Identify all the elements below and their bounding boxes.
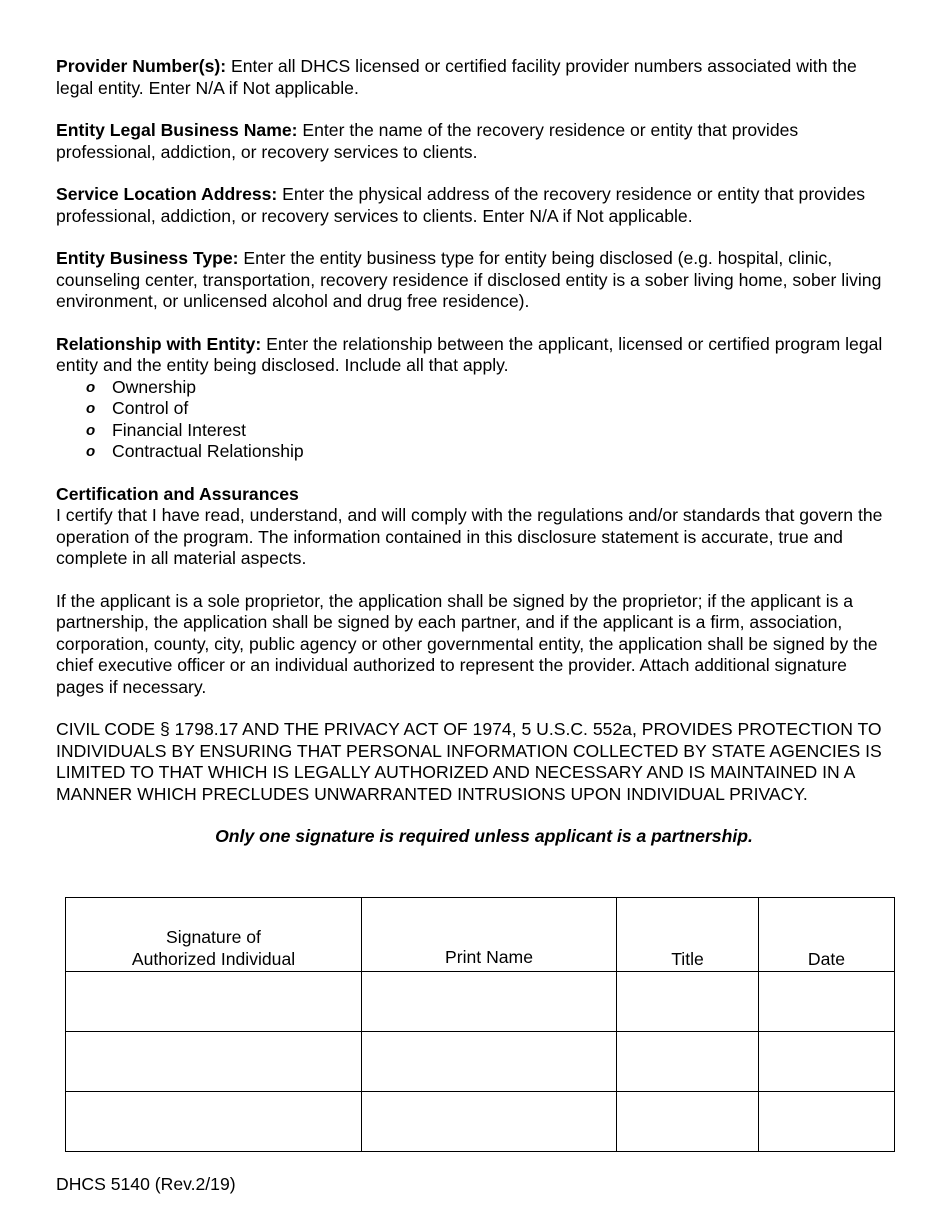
provider-numbers-label: Provider Number(s): [56,56,227,76]
title-cell[interactable] [617,972,759,1032]
signature-cell[interactable] [66,972,362,1032]
relationship-options-list [56,377,898,463]
list-item [86,398,898,420]
signature-table [65,897,895,1152]
list-item [86,377,898,399]
title-cell[interactable] [617,1092,759,1152]
certification-heading: Certification and Assurances [56,483,299,504]
signature-cell[interactable] [66,1032,362,1092]
entity-business-type-text: Enter the entity business type for entity being disclosed (e.g. hospital, clinic, counseling center, transportation, recovery residence if disclosed entity is a sober living home, sober living environment, or unlicensed alcohol and drug free residence). [56,248,882,311]
column-header-print-name: Print Name [362,898,617,972]
form-number-footer: DHCS 5140 (Rev.2/19) [56,1174,236,1194]
provider-numbers-text: Enter all DHCS licensed or certified facility provider numbers associated with the legal entity. Enter N/A if Not applicable. [56,56,857,98]
date-cell[interactable] [759,1092,895,1152]
relationship-with-entity-instruction [56,334,898,377]
relationship-with-entity-label: Relationship with Entity: [56,333,262,354]
entity-legal-business-name-text: Enter the name of the recovery residence or entity that provides professional, addiction, or recovery services to clients. [56,120,799,162]
column-header-date: Date [759,898,895,972]
print-name-cell[interactable] [362,1092,617,1152]
service-location-address-instruction [56,184,898,227]
list-item [86,441,898,463]
privacy-notice: CIVIL CODE § 1798.17 AND THE PRIVACY ACT OF 1974, 5 U.S.C. 552a, PROVIDES PROTECTION TO INDIVIDUALS BY ENSURING THAT PERSONAL INFORMATION COLLECTED BY STATE AGENCIES IS LIMITED TO THAT WHICH IS LEGALLY AUTHORIZED AND NECESSARY AND IS MAINTAINED IN A MANNER WHICH PRECLUDES UNWARRANTED INTRUSIONS UPON INDIVIDUAL PRIVACY. [56,719,882,804]
service-location-address-text: Enter the physical address of the recovery residence or entity that provides professional, addiction, or recovery services to clients. Enter N/A if Not applicable. [56,184,866,226]
relationship-with-entity-text: Enter the relationship between the applicant, licensed or certified program legal entity and the entity being disclosed. Include all that apply. [56,333,883,375]
signature-cell[interactable] [66,1092,362,1152]
signature-note: Only one signature is required unless applicant is a partnership. [215,826,753,846]
print-name-cell[interactable] [362,1032,617,1092]
entity-business-type-label: Entity Business Type: [56,248,239,268]
circle-bullet-icon: o [86,400,96,417]
certification-statement: I certify that I have read, understand, and will comply with the regulations and/or standards that govern the operation of the program. The information contained in this disclosure statement is accurate, true and complete in all material aspects. [56,505,883,568]
entity-legal-business-name-label: Entity Legal Business Name: [56,120,298,140]
column-header-signature-line2: Authorized Individual [131,948,296,969]
table-row [66,972,895,1032]
provider-numbers-instruction [56,56,898,99]
column-header-signature [66,898,362,972]
print-name-cell[interactable] [362,972,617,1032]
service-location-address-label: Service Location Address: [56,184,278,204]
relationship-option-label: Ownership [112,376,197,397]
table-row [66,1032,895,1092]
list-item [86,420,898,442]
signing-rules-text: If the applicant is a sole proprietor, the application shall be signed by the proprietor; if the applicant is a partnership, the application shall be signed by each partner, and if the applicant is a firm, association, corporation, county, city, public agency or other governmental entity, the application shall be signed by the chief executive officer or an individual authorized to represent the provider. Attach additional signature pages if necessary. [56,590,878,697]
relationship-option-label: Control of [112,398,189,418]
date-cell[interactable] [759,1032,895,1092]
circle-bullet-icon: o [86,378,96,396]
title-cell[interactable] [617,1032,759,1092]
column-header-signature-line1: Signature of [166,927,261,947]
table-row [66,1092,895,1152]
instructions-section [56,56,898,848]
relationship-option-label: Contractual Relationship [112,441,304,461]
entity-legal-business-name-instruction [56,120,898,163]
relationship-option-label: Financial Interest [112,419,246,440]
signature-table-header [66,898,895,972]
circle-bullet-icon: o [86,443,96,460]
column-header-title: Title [617,898,759,972]
date-cell[interactable] [759,972,895,1032]
entity-business-type-instruction [56,248,898,313]
circle-bullet-icon: o [86,421,96,439]
